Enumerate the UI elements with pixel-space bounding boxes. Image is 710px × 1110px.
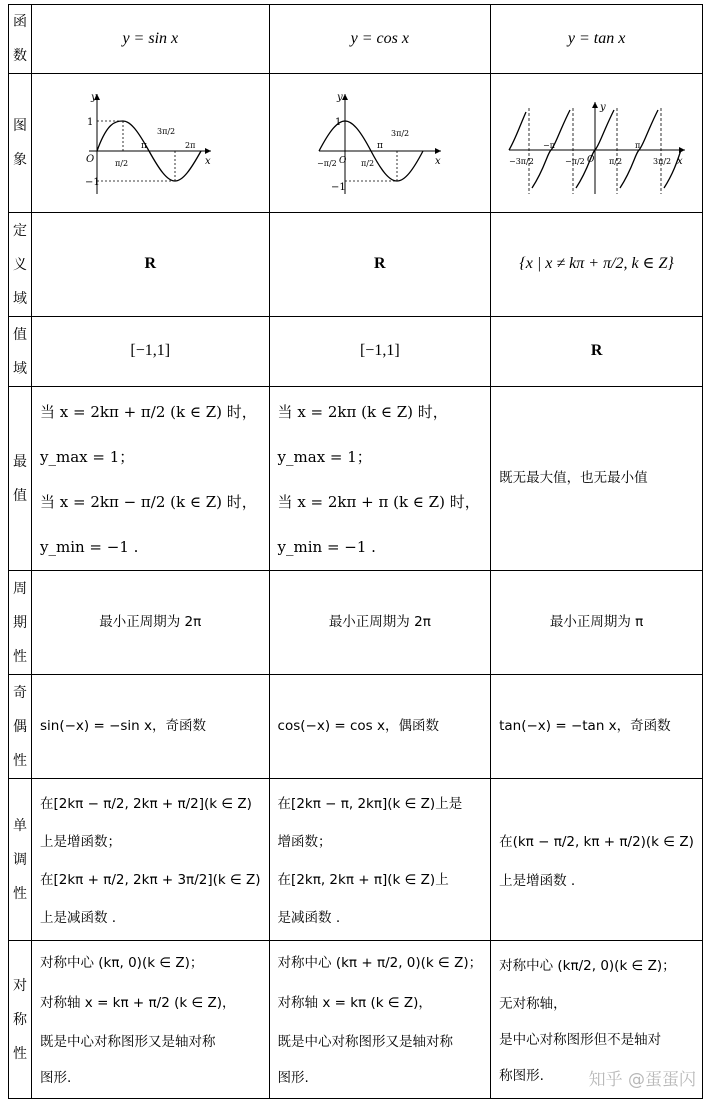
row-label-monotonic (9, 779, 32, 941)
label-char: 对 (13, 977, 27, 994)
tick-label: −3π/2 (508, 157, 534, 166)
label-char: 最 (13, 453, 27, 470)
monotonic-row (9, 779, 703, 941)
domain-sin: R (32, 213, 270, 317)
tick-label: y (336, 92, 343, 103)
text-line: 上是增函数； (40, 833, 121, 850)
header-row (9, 5, 703, 74)
text-line: 对称中心 (kπ/2, 0)(k ∈ Z)； (499, 957, 676, 974)
tick-label: O (86, 154, 95, 165)
text-line: 在[2kπ − π/2, 2kπ + π/2](k ∈ Z) (40, 795, 252, 812)
label-char: 函 (13, 14, 27, 30)
text-line: 当 x = 2kπ + π/2 (k ∈ Z) 时， (40, 402, 257, 421)
tick-label: π (634, 141, 640, 150)
period-sin: 最小正周期为 2π (32, 571, 270, 675)
label-char: 周 (13, 580, 27, 597)
period-cos: 最小正周期为 2π (269, 571, 491, 675)
graph-row (9, 74, 703, 213)
sin-graph (85, 88, 215, 198)
label-char: 单 (13, 817, 27, 834)
label-char: 值 (13, 326, 27, 343)
tick-label: 3π/2 (157, 127, 176, 136)
text-line: 是中心对称图形但不是轴对 (499, 1031, 662, 1048)
text-line: 上是增函数 . (499, 872, 576, 889)
label-char: 图 (13, 118, 27, 134)
text-line: 在[2kπ − π, 2kπ](k ∈ Z)上是 (277, 795, 463, 812)
row-label-period (9, 571, 32, 675)
tick-label: π/2 (360, 159, 374, 168)
tick-label: −π/2 (564, 157, 585, 166)
text-line: 对称中心 (kπ, 0)(k ∈ Z)； (40, 954, 204, 971)
tick-label: π (141, 141, 148, 151)
extreme-sin (32, 387, 270, 571)
tick-label: −1 (330, 182, 346, 193)
tick-label: π/2 (608, 157, 622, 166)
text-line: 图形. (277, 1069, 309, 1086)
range-tan: R (491, 317, 703, 387)
trig-properties-table (8, 4, 703, 1099)
text-line: 对称中心 (kπ + π/2, 0)(k ∈ Z)； (277, 954, 483, 971)
tick-label: 3π/2 (390, 129, 409, 138)
label-char: 调 (13, 851, 27, 868)
text-line: 是减函数 . (277, 909, 341, 926)
tick-label: 1 (334, 117, 342, 128)
row-label-symmetry (9, 941, 32, 1099)
monotonic-sin (32, 779, 270, 941)
text-line: 当 x = 2kπ + π (k ∈ Z) 时， (277, 492, 480, 511)
tick-label: π (376, 141, 383, 151)
text-line: 既是中心对称图形又是轴对称 (277, 1033, 454, 1050)
label-char: 定 (13, 222, 27, 239)
text-line: 上是减函数 . (40, 909, 117, 926)
tick-label: 3π/2 (652, 157, 671, 166)
row-label-range (9, 317, 32, 387)
label-char: 性 (13, 1045, 27, 1062)
label-char: 称 (13, 1011, 27, 1028)
label-char: 象 (13, 152, 27, 168)
tick-label: O (338, 156, 347, 166)
parity-sin: sin(−x) = −sin x，奇函数 (32, 675, 270, 779)
domain-row (9, 213, 703, 317)
tan-graph-cell (491, 74, 703, 213)
text-line: 在(kπ − π/2, kπ + π/2)(k ∈ Z) (499, 833, 694, 850)
row-label-graph (9, 74, 32, 213)
range-sin: [−1,1] (32, 317, 270, 387)
text-line: y_min = −1 . (40, 537, 139, 556)
row-label-function (9, 5, 32, 74)
domain-tan: {x | x ≠ kπ + π/2, k ∈ Z} (491, 213, 703, 317)
tick-label: 1 (87, 117, 94, 128)
cos-graph (315, 88, 445, 198)
label-char: 性 (13, 648, 27, 665)
text-line: 在[2kπ, 2kπ + π](k ∈ Z)上 (277, 871, 449, 888)
text-line: 无对称轴， (499, 995, 567, 1012)
label-char: 域 (13, 360, 27, 377)
tick-label: π/2 (115, 159, 129, 168)
tan-graph (507, 88, 687, 198)
monotonic-cos (269, 779, 491, 941)
label-char: 义 (13, 256, 27, 273)
text-line: 既是中心对称图形又是轴对称 (40, 1033, 216, 1050)
period-row (9, 571, 703, 675)
header-tan: y = tan x (491, 5, 703, 74)
tick-label: 2π (185, 141, 196, 150)
label-char: 性 (13, 885, 27, 902)
tick-label: −1 (85, 177, 101, 188)
parity-cos: cos(−x) = cos x，偶函数 (269, 675, 491, 779)
header-cos: y = cos x (269, 5, 491, 74)
parity-tan: tan(−x) = −tan x，奇函数 (491, 675, 703, 779)
domain-cos: R (269, 213, 491, 317)
label-char: 域 (13, 290, 27, 307)
label-char: 奇 (13, 684, 27, 701)
range-cos: [−1,1] (269, 317, 491, 387)
symmetry-sin (32, 941, 270, 1099)
text-line: 称图形. (499, 1067, 544, 1084)
tick-label: x (676, 156, 683, 167)
tick-label: O (586, 155, 594, 165)
label-char: 偶 (13, 718, 27, 735)
text-line: 对称轴 x = kπ + π/2 (k ∈ Z)， (40, 994, 236, 1011)
row-label-parity (9, 675, 32, 779)
label-char: 值 (13, 487, 27, 504)
tick-label: y (599, 102, 606, 113)
period-tan: 最小正周期为 π (491, 571, 703, 675)
parity-row (9, 675, 703, 779)
label-char: 性 (13, 752, 27, 769)
text-line: 当 x = 2kπ (k ∈ Z) 时， (277, 402, 448, 421)
symmetry-cos (269, 941, 491, 1099)
row-label-domain (9, 213, 32, 317)
tick-label: x (205, 156, 211, 167)
text-line: y_min = −1 . (277, 537, 376, 556)
text-line: 在[2kπ + π/2, 2kπ + 3π/2](k ∈ Z) (40, 871, 261, 888)
text-line: y_max = 1； (277, 447, 372, 466)
sin-graph-cell (32, 74, 270, 213)
text-line: 当 x = 2kπ − π/2 (k ∈ Z) 时， (40, 492, 257, 511)
label-char: 期 (13, 614, 27, 631)
extreme-cos (269, 387, 491, 571)
label-char: 数 (13, 48, 27, 64)
range-row (9, 317, 703, 387)
tick-label: −π/2 (316, 159, 337, 168)
tick-label: x (434, 156, 441, 167)
row-label-extreme (9, 387, 32, 571)
watermark: 知乎 @蛋蛋闪 (588, 1070, 696, 1090)
tick-label: −π (542, 141, 555, 150)
cos-graph-cell (269, 74, 491, 213)
tick-label: y (91, 92, 97, 103)
text-line: 对称轴 x = kπ (k ∈ Z)， (277, 994, 432, 1011)
extreme-tan: 既无最大值，也无最小值 (491, 387, 703, 571)
extreme-row (9, 387, 703, 571)
text-line: y_max = 1； (40, 447, 135, 466)
text-line: 增函数； (277, 833, 332, 850)
header-sin: y = sin x (32, 5, 270, 74)
monotonic-tan (491, 779, 703, 941)
text-line: 图形. (40, 1069, 72, 1086)
